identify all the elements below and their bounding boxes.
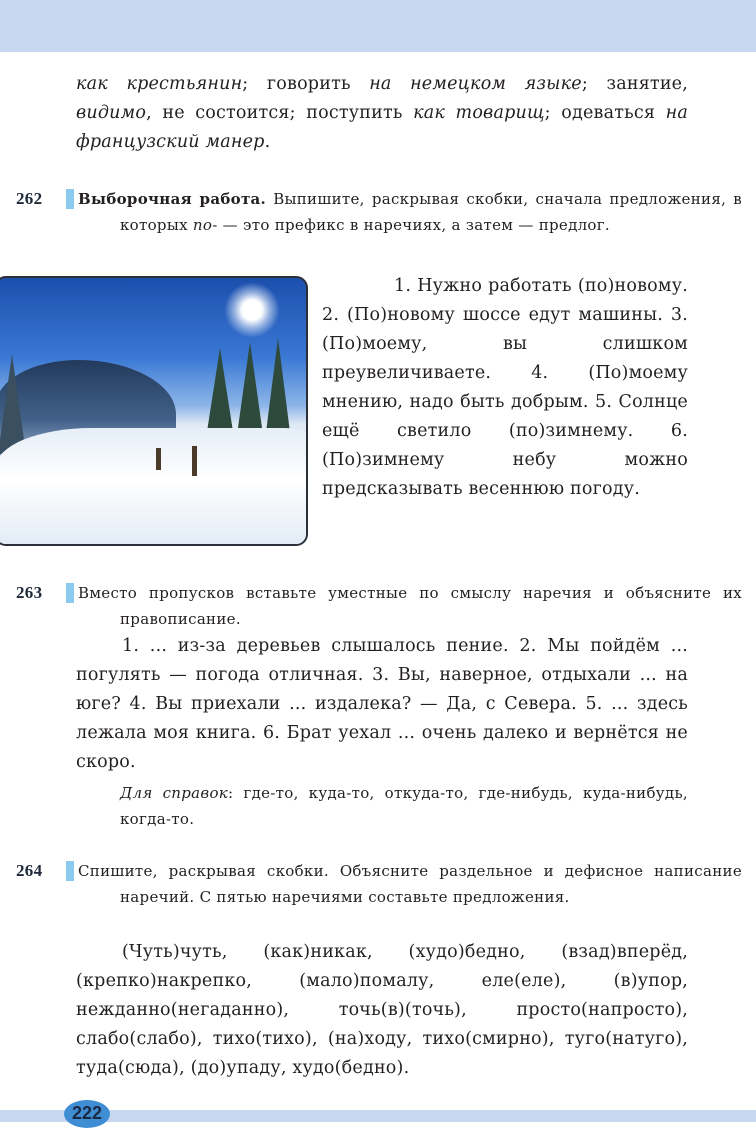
task-262-instruction: [16, 186, 742, 238]
carry-text-2: ; занятие,: [581, 74, 689, 94]
fir-tree: [206, 348, 234, 438]
fence-post: [192, 446, 197, 476]
task-262-text-b: — это префикс в наречиях, а затем — предлог.: [217, 216, 610, 234]
task-264-text: Спишите, раскрывая скобки. Объясните раздельное и дефисное написание наречий. С пятью наречиями составьте предложения.: [78, 862, 742, 906]
snow-field: [0, 428, 308, 546]
task-263-reference: [120, 780, 688, 832]
carry-italic-1: как крестьянин: [76, 74, 243, 94]
sun-icon: [224, 282, 280, 338]
carry-text-1: ; говорить: [242, 74, 370, 94]
task-number-badge: 263: [66, 583, 74, 603]
carry-text-3: , не состоится; поступить: [146, 103, 414, 123]
carry-italic-4: как товарищ: [413, 103, 545, 123]
winter-landscape-photo: [0, 276, 308, 546]
task-number-badge: 264: [66, 861, 74, 881]
task-263-instruction: [16, 580, 742, 632]
carryover-paragraph: [76, 70, 688, 157]
carry-text-5: .: [264, 132, 271, 152]
task-262-text-a: Выпишите, раскрывая скобки, сначала предложения, в которых: [120, 190, 742, 234]
task-262-prefix: по-: [192, 216, 218, 234]
page-number: 222: [64, 1100, 110, 1128]
reference-label: Для справок: [120, 784, 229, 802]
carry-text-4: ; одеваться: [544, 103, 666, 123]
reference-words: : где-то, куда-то, откуда-то, где-нибудь, куда-нибудь, когда-то.: [120, 784, 688, 828]
task-262-title: Выборочная работа.: [78, 190, 267, 208]
task-263-text: Вместо пропусков вставьте уместные по смыслу наречия и объясните их правописание.: [78, 584, 742, 628]
task-264-words: (Чуть)чуть, (как)никак, (худо)бедно, (взад)вперёд, (крепко)накрепко, (мало)помалу, еле(еле), (в)упор, нежданно(негаданно), точь(в)(точь), просто(напросто), слабо(слабо), тихо(тихо), (на)ходу, тихо(смирно), туго(натуго), туда(сюда), (до)упаду, худо(бедно).: [76, 942, 688, 1078]
fence-post: [156, 448, 161, 470]
carry-italic-3: видимо: [76, 103, 147, 123]
carry-italic-5: на французский манер: [76, 103, 688, 152]
carry-italic-2: на немецком языке: [369, 74, 582, 94]
task-263-sentences: 1. ... из-за деревьев слышалось пение. 2. Мы пойдём ... погулять — погода отличная. 3. Вы, наверное, отдыхали ... на юге? 4. Вы приехали ... издалека? — Да, с Севера. 5. ... здесь лежала моя книга. 6. Брат уехал ... очень далеко и вернётся не скоро.: [76, 636, 688, 772]
task-264-instruction: [16, 858, 742, 910]
bottom-footer-band: [0, 1110, 756, 1122]
task-number-badge: 262: [66, 189, 74, 209]
fir-tree: [236, 342, 264, 442]
task-262-sentences: 1. Нужно работать (по)новому. 2. (По)новому шоссе едут машины. 3. (По)моему, вы слишком преувеличиваете. 4. (По)моему мнению, надо быть добрым. 5. Солнце ещё светило (по)зимнему. 6. (По)зимнему небу можно предсказывать весеннюю погоду.: [322, 276, 688, 499]
top-header-band: [0, 0, 756, 52]
